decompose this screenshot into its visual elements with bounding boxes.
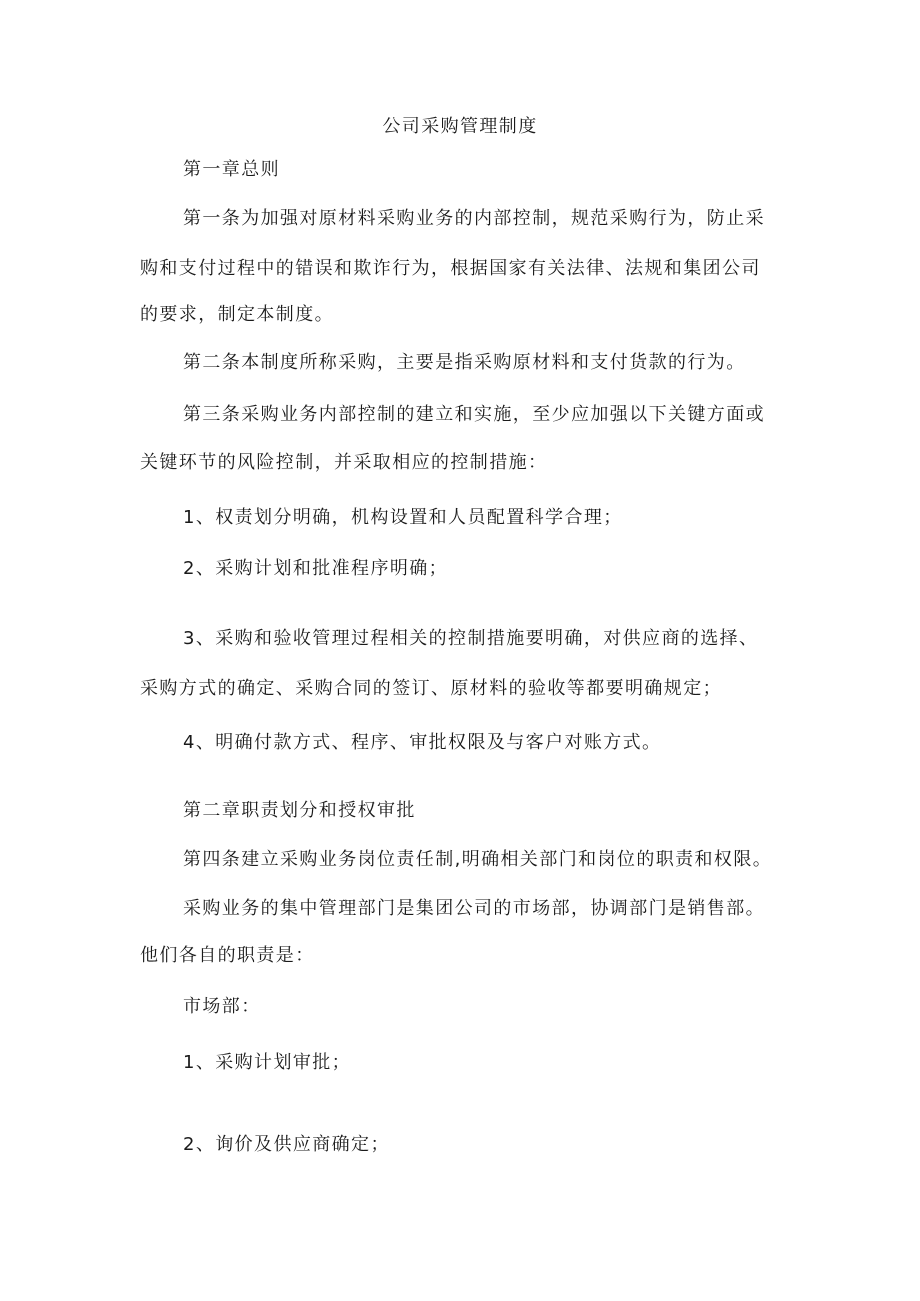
article-3-line-2: 关键环节的风险控制，并采取相应的控制措施：: [140, 452, 548, 473]
article-1-line-1: 第一条为加强对原材料采购业务的内部控制，规范采购行为，防止采: [183, 208, 765, 229]
duties-paragraph-line-1: 采购业务的集中管理部门是集团公司的市场部，协调部门是销售部。: [183, 898, 765, 919]
document-title: 公司采购管理制度: [382, 116, 538, 137]
list-item-4: 4、明确付款方式、程序、审批权限及与客户对账方式。: [183, 732, 662, 753]
chapter-1-heading: 第一章总则: [183, 159, 280, 180]
article-2: 第二条本制度所称采购，主要是指采购原材料和支付货款的行为。: [183, 352, 746, 373]
article-1-line-2: 购和支付过程中的错误和欺诈行为，根据国家有关法律、法规和集团公司: [140, 258, 761, 279]
chapter-2-heading: 第二章职责划分和授权审批: [183, 800, 416, 821]
article-4: 第四条建立采购业务岗位责任制,明确相关部门和岗位的职责和权限。: [183, 849, 773, 870]
duties-paragraph-line-2: 他们各自的职责是：: [140, 945, 315, 966]
list-item-3-line-2: 采购方式的确定、采购合同的签订、原材料的验收等都要明确规定；: [140, 678, 722, 699]
market-department-label: 市场部：: [183, 996, 261, 1017]
duty-item-2: 2、询价及供应商确定；: [183, 1134, 390, 1155]
list-item-2: 2、采购计划和批准程序明确；: [183, 558, 449, 579]
list-item-3-line-1: 3、采购和验收管理过程相关的控制措施要明确，对供应商的选择、: [183, 628, 759, 649]
article-1-line-3: 的要求，制定本制度。: [140, 304, 334, 325]
article-3-line-1: 第三条采购业务内部控制的建立和实施，至少应加强以下关键方面或: [183, 404, 765, 425]
duty-item-1: 1、采购计划审批；: [183, 1052, 352, 1073]
list-item-1: 1、权责划分明确，机构设置和人员配置科学合理；: [183, 507, 623, 528]
